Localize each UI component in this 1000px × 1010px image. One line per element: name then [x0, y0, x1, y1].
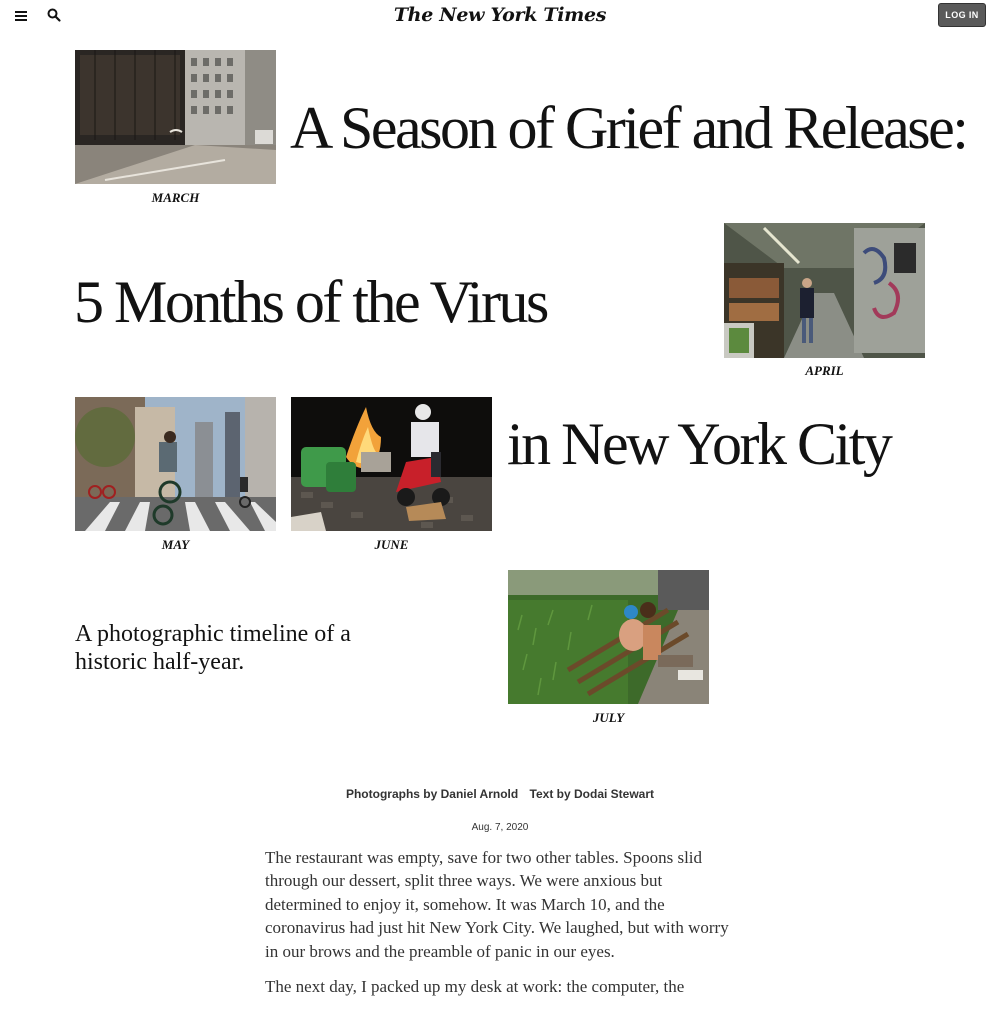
article-summary: A photographic timeline of a historic half-year. [75, 621, 351, 675]
site-header [0, 0, 1000, 32]
photo-may [75, 397, 276, 531]
byline [0, 787, 1000, 801]
publish-date: Aug. 7, 2020 [471, 822, 529, 833]
photo-june [291, 397, 492, 531]
caption-april: APRIL [805, 363, 844, 378]
article-paragraph: The next day, I packed up my desk at work: the computer, the [265, 977, 685, 997]
caption-june: JUNE [374, 537, 409, 552]
article-paragraph: The restaurant was empty, save for two other tables. Spoons slid through our dessert, split three ways. We were anxious but determined to enjoy it, somehow. It was March 10, and the coronavirus had just hit New York City. We laughed, but with worry in our brows and the preamble of panic in our eyes. [265, 848, 729, 961]
photo-april [724, 223, 925, 358]
caption-may: MAY [161, 537, 190, 552]
login-button[interactable]: LOG IN [938, 3, 986, 27]
nyt-logo[interactable]: The New York Times [393, 4, 607, 26]
headline-line-3: in New York City [507, 411, 891, 477]
byline-photographs[interactable]: Photographs by Daniel Arnold [345, 787, 519, 801]
article-body [265, 846, 740, 1010]
caption-july: JULY [592, 710, 625, 725]
byline-text[interactable]: Text by Dodai Stewart [529, 787, 655, 801]
caption-march: MARCH [151, 190, 200, 205]
photo-march [75, 50, 276, 184]
headline-line-1: A Season of Grief and Release: [290, 95, 967, 161]
photo-july [508, 570, 709, 704]
headline-line-2: 5 Months of the Virus [74, 269, 547, 335]
